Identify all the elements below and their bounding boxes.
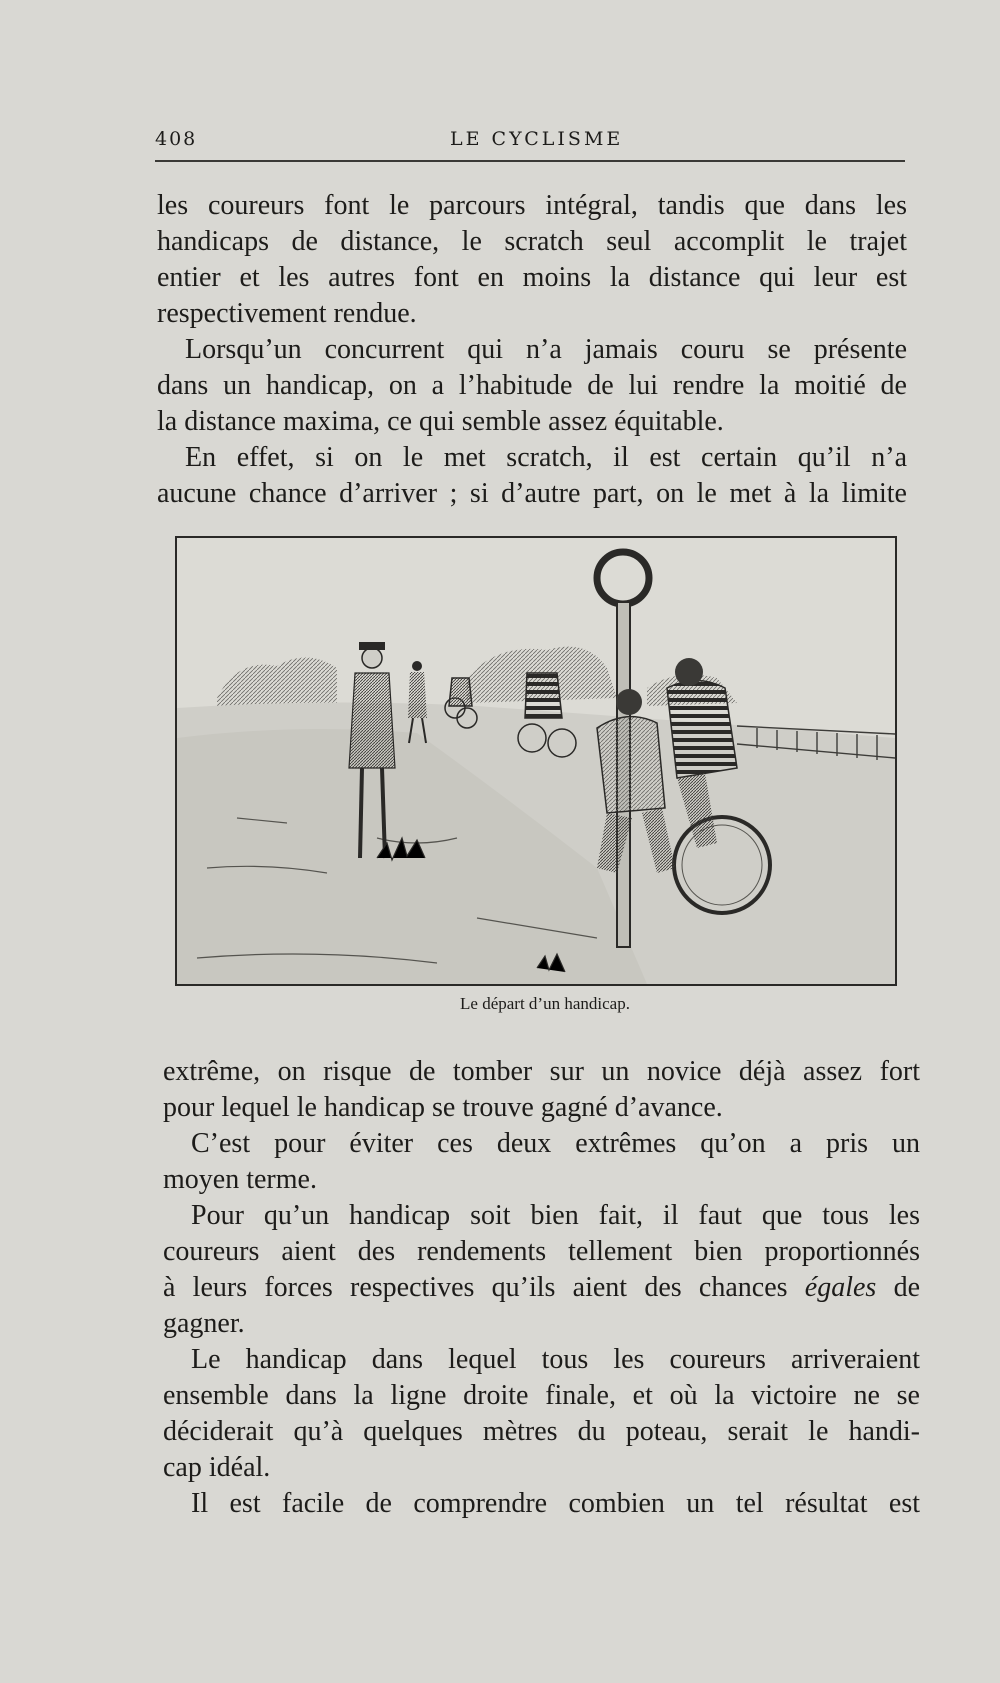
text-line: aucune chance d’arriver ; si d’autre part, on le met à la limite <box>157 478 907 509</box>
text-line: la distance maxima, ce qui semble assez équitable. <box>157 406 724 437</box>
text-line: C’est pour éviter ces deux extrêmes qu’on a pris un <box>191 1128 920 1159</box>
text-line: respectivement rendue. <box>157 298 417 329</box>
text-line: les coureurs font le parcours intégral, tandis que dans les <box>157 190 907 221</box>
text-line: déciderait qu’à quelques mètres du poteau, serait le handi- <box>163 1416 920 1447</box>
page-number: 408 <box>155 128 198 150</box>
text-line: cap idéal. <box>163 1452 271 1483</box>
text-line: Lorsqu’un concurrent qui n’a jamais couru se présente <box>185 334 907 365</box>
text-line-with-emphasis: à leurs forces respectives qu’ils aient des chances égales de <box>163 1272 920 1303</box>
text-line: ensemble dans la ligne droite finale, et où la victoire ne se <box>163 1380 920 1411</box>
running-header <box>155 124 905 162</box>
text-line: entier et les autres font en moins la distance qui leur est <box>157 262 907 293</box>
text-line: Il est facile de comprendre combien un tel résultat est <box>191 1488 920 1519</box>
running-title: LE CYCLISME <box>450 128 624 150</box>
paragraph-bottom <box>163 1054 920 1522</box>
text-line: pour lequel le handicap se trouve gagné d’avance. <box>163 1092 723 1123</box>
engraving-illustration <box>177 538 895 984</box>
text-line: moyen terme. <box>163 1164 317 1195</box>
text-line: handicaps de distance, le scratch seul accomplit le trajet <box>157 226 907 257</box>
emphasized-word: égales <box>804 1272 877 1303</box>
figure-caption: Le départ d’un handicap. <box>460 994 630 1013</box>
paragraph-continuation <box>157 188 907 512</box>
text-line: En effet, si on le met scratch, il est certain qu’il n’a <box>185 442 907 473</box>
illustration-cycling-handicap-start <box>175 536 897 986</box>
text-line: dans un handicap, on a l’habitude de lui rendre la moitié de <box>157 370 907 401</box>
text-line: coureurs aient des rendements tellement bien proportionnés <box>163 1236 920 1267</box>
text-line: extrême, on risque de tomber sur un novice déjà assez fort <box>163 1056 920 1087</box>
text-line: gagner. <box>163 1308 245 1339</box>
text-line: Le handicap dans lequel tous les coureurs arriveraient <box>191 1344 920 1375</box>
text-line: Pour qu’un handicap soit bien fait, il faut que tous les <box>191 1200 920 1231</box>
